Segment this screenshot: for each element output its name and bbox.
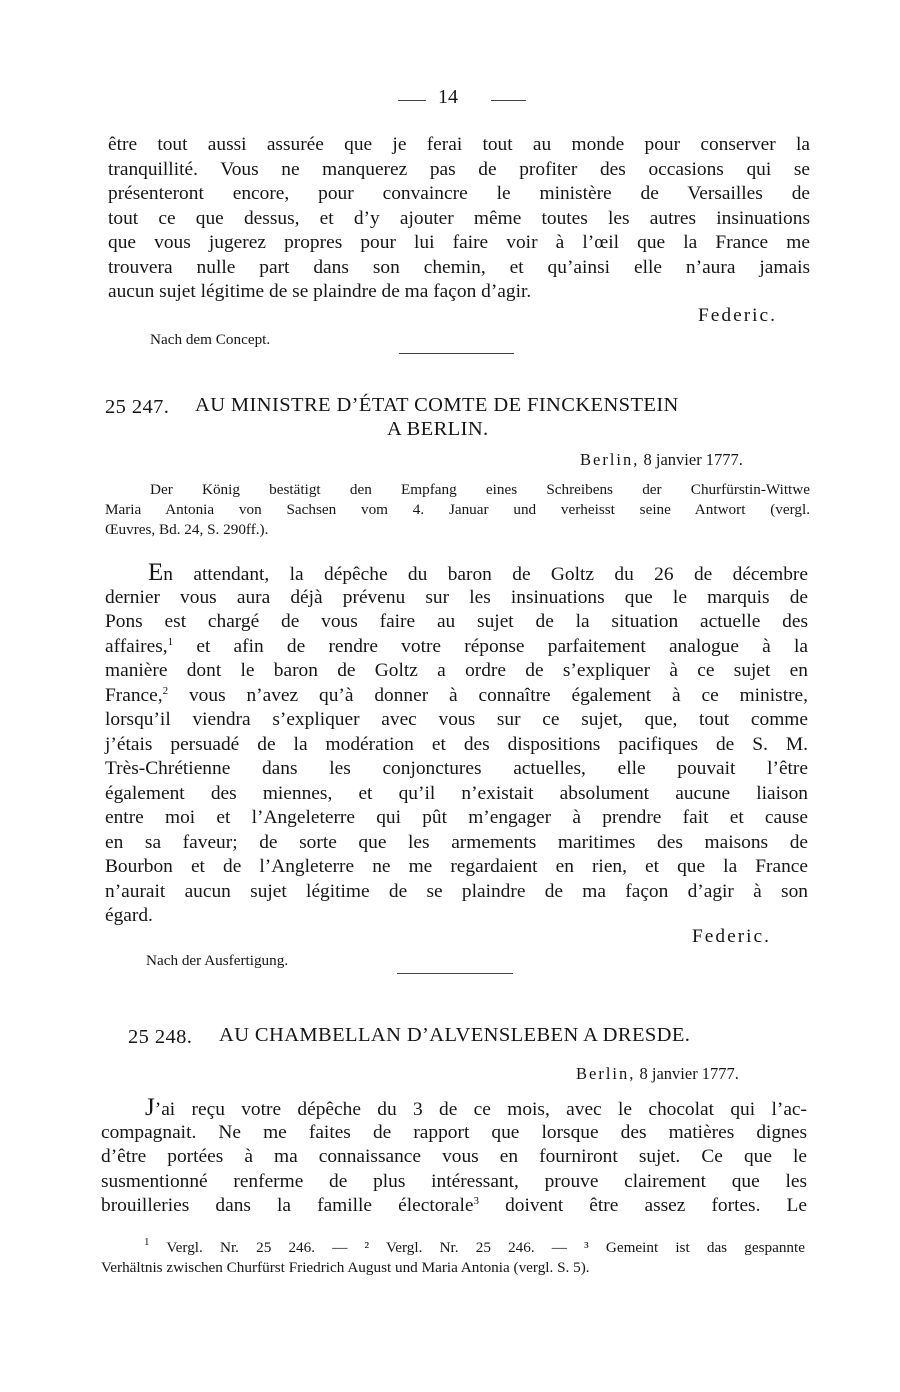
header-rule-right (491, 100, 526, 101)
dateline-place: Berlin, (576, 1064, 636, 1083)
text-line: entre moi et l’Angeleterre qui pût m’engager à prendre fait et cause (105, 807, 808, 828)
text-line: en sa faveur; de sorte que les armements maritimes des maisons de (105, 831, 808, 853)
summary-line: Œuvres, Bd. 24, S. 290ff.). (105, 521, 269, 538)
text-line: que vous jugerez propres pour lui faire voir à l’œil que la France me (108, 232, 810, 253)
letter-number: 25 247. (105, 396, 170, 418)
initial-letter: E (148, 559, 164, 586)
summary-line: Der König bestätigt den Empfang eines Schreibens der Churfürstin-Wittwe (150, 481, 810, 498)
footnote-line: Verhältnis zwischen Churfürst Friedrich August und Maria Antonia (vergl. S. 5). (101, 1259, 590, 1276)
text-line: n’aurait aucun sujet légitime de se plaindre de ma façon d’agir à son (105, 880, 808, 902)
dateline (576, 1064, 739, 1084)
text-line: trouvera nulle part dans son chemin, et qu’ainsi elle n’aura jamais (108, 256, 810, 278)
text-line: brouilleries dans la famille électorale$^3$ doivent être assez fortes. Le (101, 1195, 807, 1216)
dateline (580, 450, 743, 470)
signature: Federic. (692, 926, 771, 947)
text-line: d’être portées à ma connaissance vous en fourniront sujet. Ce que le (101, 1146, 807, 1167)
dateline-date: 8 janvier 1777. (643, 450, 743, 469)
footnotes (101, 1238, 805, 1278)
text-line: susmentionné renferme de plus intéressant, prouve clairement que les (101, 1170, 807, 1192)
text-line: dernier vous aura déjà prévenu sur les insinuations que le marquis de (105, 586, 808, 608)
text-line: J’ai reçu votre dépêche du 3 de ce mois, avec le chocolat qui l’ac- (145, 1094, 807, 1121)
letter-number: 25 248. (128, 1026, 193, 1048)
letter-body (105, 561, 808, 929)
text-line: égard. (105, 905, 153, 926)
text-line: Très-Chrétienne dans les conjonctures actuelles, elle pouvait l’être (105, 758, 808, 779)
header-rule-left (398, 100, 426, 101)
intro-paragraph (108, 133, 810, 305)
summary-line: Maria Antonia von Sachsen vom 4. Januar und verheisst seine Antwort (vergl. (105, 501, 810, 518)
dateline-place: Berlin, (580, 450, 640, 469)
dateline-date: 8 janvier 1777. (639, 1064, 739, 1083)
text-line: j’étais persuadé de la modération et des dispositions pacifiques de S. M. (105, 733, 808, 755)
source-note: Nach dem Concept. (150, 331, 271, 348)
text-line: Bourbon et de l’Angleterre ne me regardaient en rien, et que la France (105, 856, 808, 877)
footnote-ref: 2 (162, 684, 169, 697)
footnote-ref: 3 (473, 1195, 479, 1207)
section-divider (397, 973, 513, 974)
text-line: également des miennes, et qu’il n’existait absolument aucune liaison (105, 782, 808, 804)
letter-summary (105, 480, 810, 540)
source-note: Nach der Ausfertigung. (146, 952, 289, 969)
text-line: tout ce que dessus, et d’y ajouter même toutes les autres insinuations (108, 207, 810, 229)
text-line: Pons est chargé de vous faire au sujet de la situation actuelle des (105, 611, 808, 632)
text-line: lorsqu’il viendra s’expliquer avec vous sur ce sujet, que, tout comme (105, 709, 808, 730)
text-line: aucun sujet légitime de se plaindre de ma façon d’agir. (108, 281, 532, 302)
letter-heading: AU MINISTRE D’ÉTAT COMTE DE FINCKENSTEIN (195, 394, 679, 416)
signature: Federic. (698, 305, 777, 326)
text-line: En attendant, la dépêche du baron de Goltz du 26 de décembre (148, 559, 808, 586)
text-line: présenteront encore, pour convaincre le ministère de Versailles de (108, 183, 810, 204)
page-number: 14 (438, 86, 458, 108)
letter-heading: AU CHAMBELLAN D’ALVENSLEBEN A DRESDE. (219, 1024, 691, 1046)
text-line: être tout aussi assurée que je ferai tout au monde pour conserver la (108, 134, 810, 155)
section-divider (399, 353, 514, 354)
letter-heading-place: A BERLIN. (387, 418, 489, 440)
footnote-ref: 1 (167, 635, 174, 648)
letter-body (101, 1096, 807, 1219)
text-line: France,$^2$ vous n’avez qu’à donner à connaître également à ce ministre, (105, 684, 808, 706)
footnote-line: $^1$ Vergl. Nr. 25 246. — ² Vergl. Nr. 25 246. — ³ Gemeint ist das gespannte (144, 1236, 805, 1256)
initial-letter: J (145, 1094, 155, 1121)
footnote-marker: 1 (144, 1236, 150, 1248)
text-line: manière dont le baron de Goltz a ordre de s’expliquer à ce sujet en (105, 660, 808, 681)
text-line: affaires,$^1$ et afin de rendre votre réponse parfaitement analogue à la (105, 635, 808, 657)
text-line: tranquillité. Vous ne manquerez pas de profiter des occasions qui se (108, 158, 810, 180)
text-line: compagnait. Ne me faites de rapport que lorsque des matières dignes (101, 1121, 807, 1143)
